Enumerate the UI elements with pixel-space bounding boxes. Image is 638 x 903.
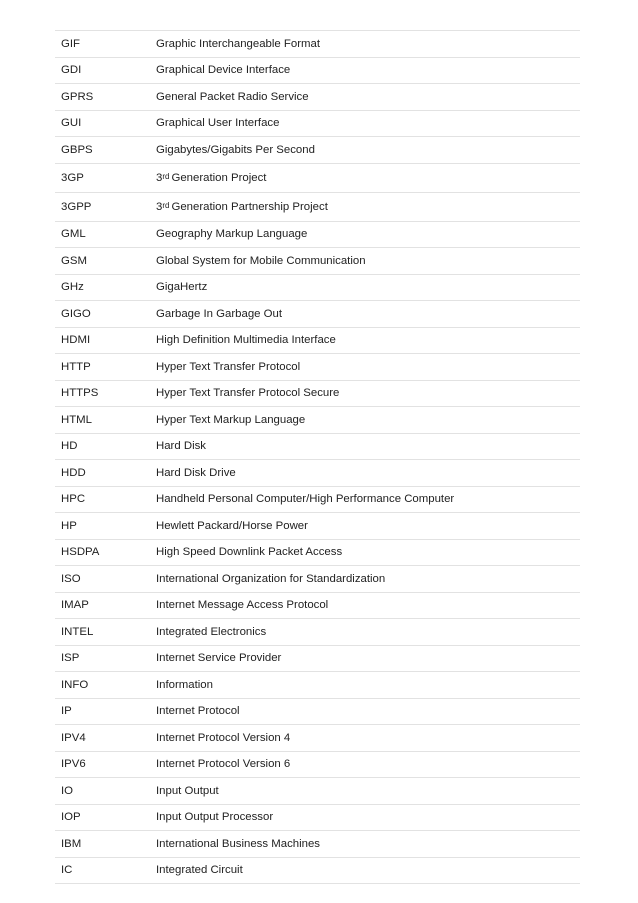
abbreviation-cell: HP xyxy=(61,519,77,532)
abbreviation-cell: INTEL xyxy=(61,625,94,638)
full-form-cell: International Organization for Standardization xyxy=(156,572,386,585)
full-form-cell: Hyper Text Transfer Protocol xyxy=(156,360,301,373)
abbreviation-table-container xyxy=(55,30,580,884)
table-row xyxy=(55,31,580,58)
full-form-cell: Internet Protocol xyxy=(156,705,240,718)
ordinal-number: 3 xyxy=(156,200,163,213)
full-form-cell: Integrated Circuit xyxy=(156,864,243,877)
abbreviation-cell: ISO xyxy=(61,572,81,585)
full-form-cell: Gigabytes/Gigabits Per Second xyxy=(156,143,315,156)
abbreviation-cell: IPV6 xyxy=(61,758,86,771)
table-row xyxy=(55,301,580,328)
table-row xyxy=(55,831,580,858)
full-form-cell: High Speed Downlink Packet Access xyxy=(156,546,343,559)
table-row xyxy=(55,751,580,778)
table-row xyxy=(55,698,580,725)
full-form-cell: Internet Message Access Protocol xyxy=(156,599,329,612)
abbreviation-cell: 3GPP xyxy=(61,200,92,213)
table-row xyxy=(55,778,580,805)
table-row xyxy=(55,804,580,831)
full-form-cell: Internet Protocol Version 6 xyxy=(156,758,291,771)
ordinal-suffix: rd xyxy=(162,171,170,181)
abbreviation-cell: HTML xyxy=(61,413,93,426)
full-form-cell: Hyper Text Markup Language xyxy=(156,413,306,426)
full-form-cell: Geography Markup Language xyxy=(156,228,308,241)
table-row xyxy=(55,407,580,434)
table-row xyxy=(55,725,580,752)
full-form-text: Generation Partnership Project xyxy=(171,200,328,213)
table-row xyxy=(55,380,580,407)
abbreviation-cell: IP xyxy=(61,705,72,718)
full-form-cell: Graphical Device Interface xyxy=(156,64,291,77)
abbreviation-cell: INFO xyxy=(61,678,89,691)
table-row xyxy=(55,110,580,137)
abbreviation-cell: IPV4 xyxy=(61,731,86,744)
table-row xyxy=(55,592,580,619)
full-form-cell: Internet Service Provider xyxy=(156,652,282,665)
abbreviation-cell: GHz xyxy=(61,281,84,294)
abbreviation-cell: HDD xyxy=(61,466,86,479)
table-row xyxy=(55,163,580,192)
abbreviation-cell: GDI xyxy=(61,64,82,77)
abbreviation-cell: 3GP xyxy=(61,171,84,184)
full-form-cell: General Packet Radio Service xyxy=(156,90,309,103)
abbreviation-cell: GIF xyxy=(61,37,80,50)
abbreviation-cell: HTTPS xyxy=(61,387,99,400)
table-row xyxy=(55,84,580,111)
abbreviation-cell: HSDPA xyxy=(61,546,100,559)
table-row xyxy=(55,539,580,566)
full-form-cell: Hard Disk xyxy=(156,440,207,453)
abbreviation-cell: ISP xyxy=(61,652,80,665)
table-row xyxy=(55,645,580,672)
full-form-cell: Global System for Mobile Communication xyxy=(156,254,366,267)
table-row xyxy=(55,513,580,540)
full-form-cell: Hyper Text Transfer Protocol Secure xyxy=(156,387,340,400)
full-form-cell xyxy=(150,163,580,192)
table-row xyxy=(55,248,580,275)
abbreviation-cell: IOP xyxy=(61,811,81,824)
abbreviation-cell: HPC xyxy=(61,493,86,506)
table-row xyxy=(55,566,580,593)
full-form-cell: Input Output Processor xyxy=(156,811,274,824)
abbreviation-cell: HTTP xyxy=(61,360,91,373)
abbreviation-cell: HDMI xyxy=(61,334,91,347)
full-form-cell: Handheld Personal Computer/High Performance Computer xyxy=(156,493,455,506)
full-form-cell: Internet Protocol Version 4 xyxy=(156,731,291,744)
abbreviation-cell: IBM xyxy=(61,837,82,850)
abbreviation-cell: HD xyxy=(61,440,78,453)
full-form-cell: Garbage In Garbage Out xyxy=(156,307,283,320)
table-row xyxy=(55,274,580,301)
table-row xyxy=(55,221,580,248)
full-form-cell: Hewlett Packard/Horse Power xyxy=(156,519,308,532)
full-form-cell: Information xyxy=(156,678,213,691)
full-form-text: Generation Project xyxy=(171,171,267,184)
table-row xyxy=(55,460,580,487)
abbreviation-cell: GIGO xyxy=(61,307,91,320)
table-row xyxy=(55,192,580,221)
full-form-cell: Input Output xyxy=(156,784,219,797)
table-row xyxy=(55,57,580,84)
table-row xyxy=(55,327,580,354)
abbreviation-cell: IMAP xyxy=(61,599,89,612)
full-form-cell: Graphic Interchangeable Format xyxy=(156,37,320,50)
full-form-cell: International Business Machines xyxy=(156,837,320,850)
table-row xyxy=(55,672,580,699)
abbreviation-cell: IO xyxy=(61,784,74,797)
full-form-cell xyxy=(150,192,580,221)
full-form-cell: High Definition Multimedia Interface xyxy=(156,334,336,347)
abbreviation-cell: GPRS xyxy=(61,90,94,103)
full-form-cell: GigaHertz xyxy=(156,281,208,294)
abbreviation-cell: GUI xyxy=(61,117,82,130)
abbreviation-cell: GBPS xyxy=(61,143,93,156)
table-row xyxy=(55,354,580,381)
table-row xyxy=(55,137,580,164)
ordinal-suffix: rd xyxy=(162,200,170,210)
full-form-cell: Integrated Electronics xyxy=(156,625,267,638)
ordinal-number: 3 xyxy=(156,171,163,184)
abbreviation-cell: GML xyxy=(61,228,86,241)
full-form-cell: Graphical User Interface xyxy=(156,117,280,130)
table-row xyxy=(55,433,580,460)
abbreviation-table-body xyxy=(55,31,580,884)
table-row xyxy=(55,619,580,646)
table-row xyxy=(55,857,580,884)
abbreviation-cell: GSM xyxy=(61,254,87,267)
full-form-cell: Hard Disk Drive xyxy=(156,466,236,479)
abbreviation-cell: IC xyxy=(61,864,73,877)
abbreviation-table xyxy=(55,30,580,884)
table-row xyxy=(55,486,580,513)
